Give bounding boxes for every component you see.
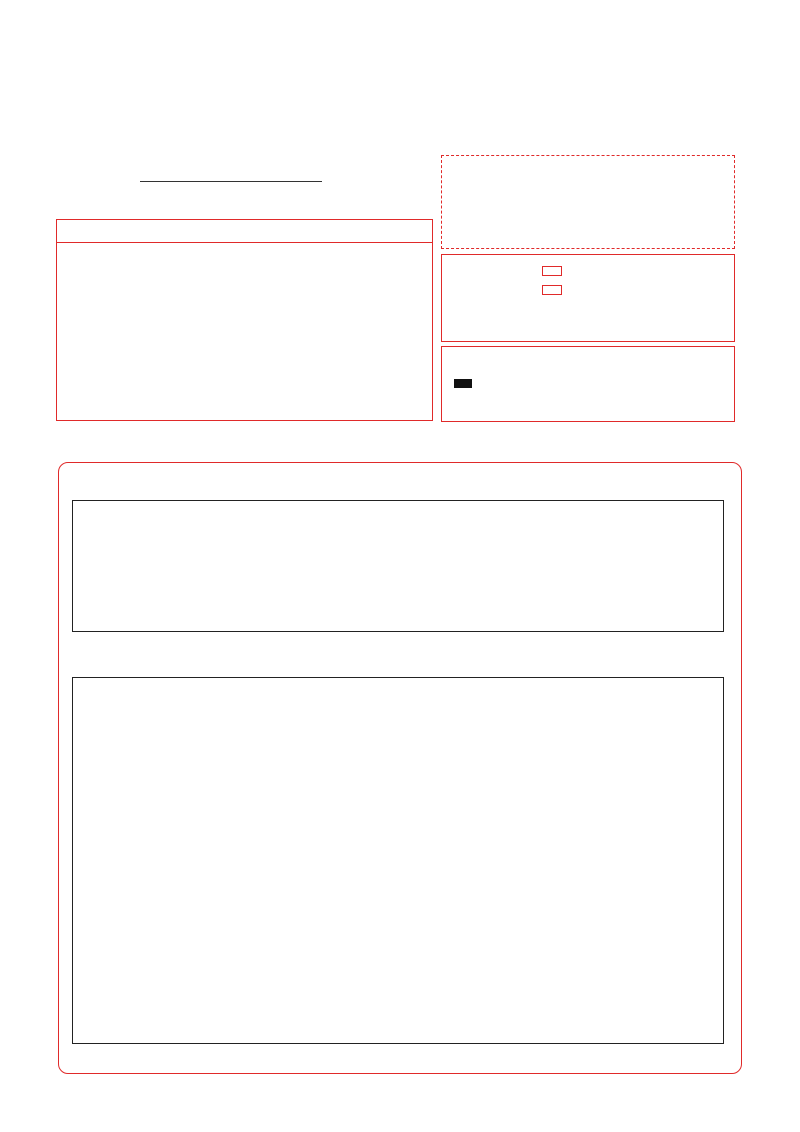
notice-heading (57, 220, 432, 243)
violation-mark-box[interactable] (542, 285, 562, 295)
notice-box (56, 219, 433, 421)
left-timing-marks-lower (36, 984, 52, 1074)
absent-mark-row (530, 263, 562, 277)
question-16-answer-area[interactable] (72, 677, 724, 1044)
violation-mark-row (530, 282, 562, 296)
notice-list (57, 243, 432, 249)
multiple-choice-grid (72, 500, 724, 632)
examiner-only-box (441, 254, 735, 342)
fill-sample-box (441, 346, 735, 422)
barcode-area (441, 155, 735, 249)
left-timing-marks-middle (36, 368, 52, 604)
top-timing-marks (50, 37, 750, 51)
filled-mark-icon (454, 379, 472, 388)
wrong-fill-row (452, 398, 460, 412)
absent-mark-box[interactable] (542, 266, 562, 276)
left-timing-marks-upper (36, 102, 52, 342)
name-field[interactable] (140, 181, 322, 182)
correct-fill-row (452, 376, 472, 390)
